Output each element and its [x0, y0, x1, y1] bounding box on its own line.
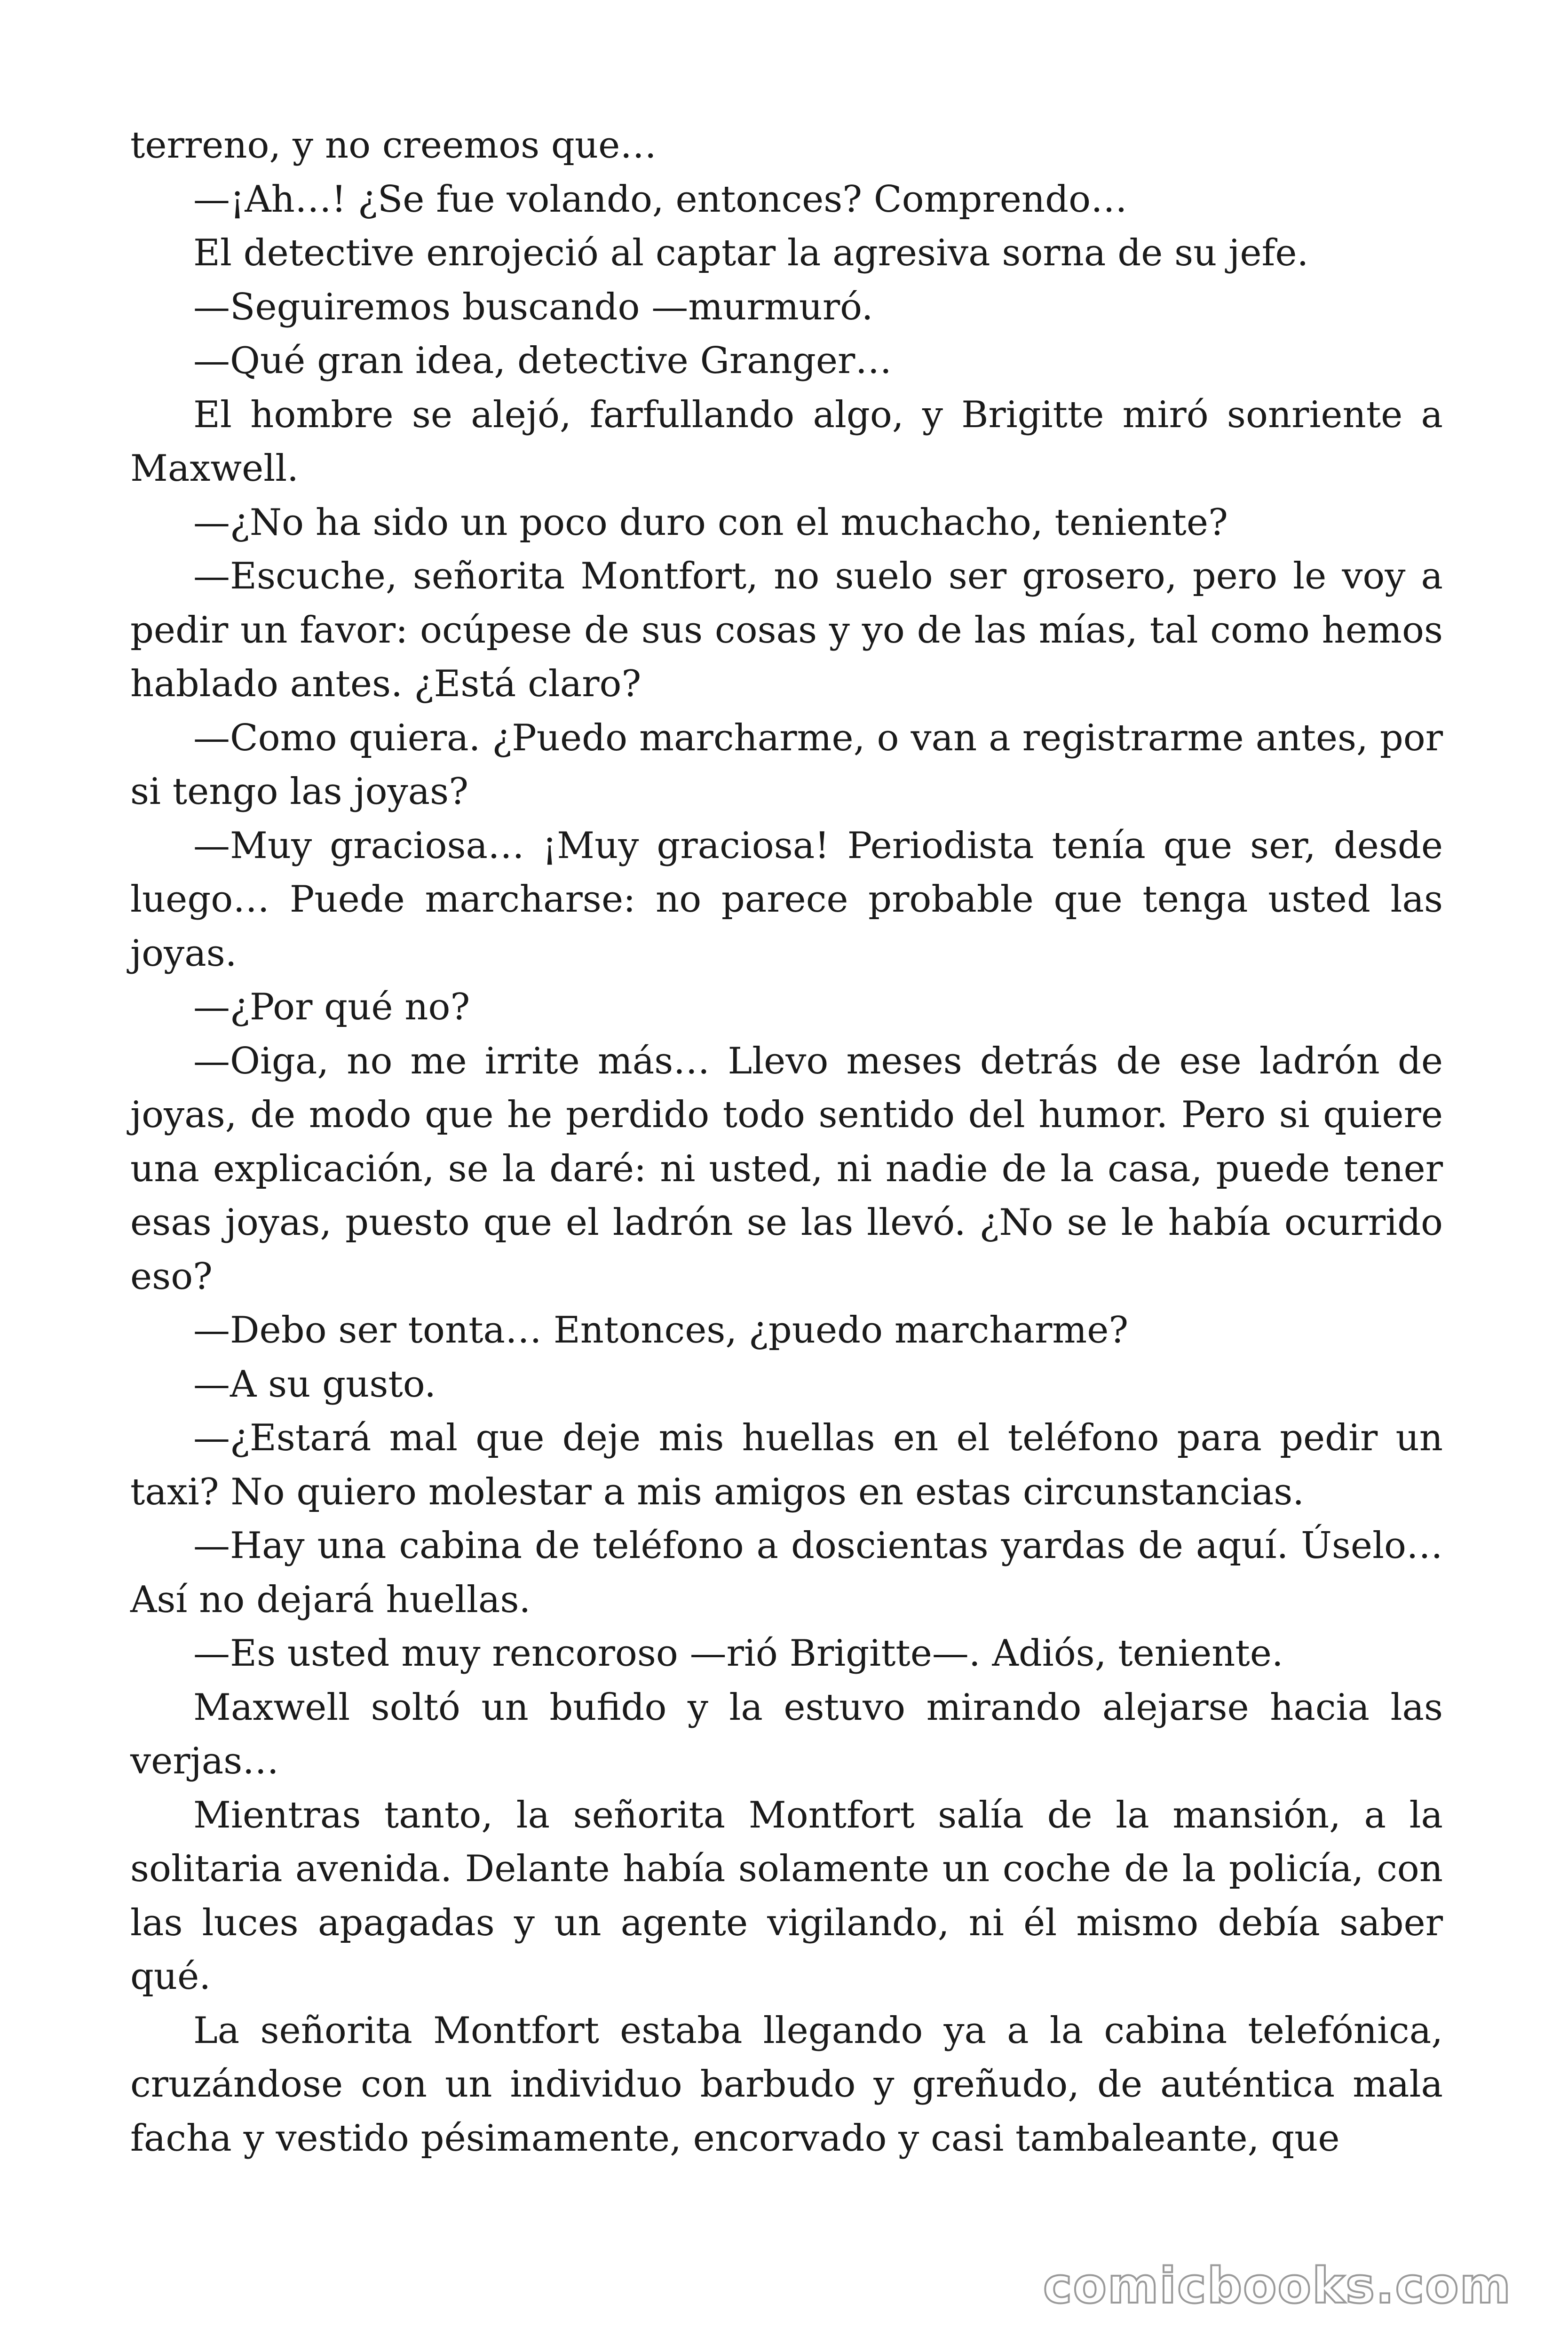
- paragraph: El hombre se alejó, farfullando algo, y Brigitte miró sonriente a Maxwell.: [130, 393, 1443, 490]
- paragraph: La señorita Montfort estaba llegando ya a la cabina telefónica, cruzándose con un individuo barbudo y greñudo, de auténtica mala facha y vestido pésimamente, encorvado y casi tambaleante, que: [130, 2009, 1443, 2160]
- paragraph: —¿No ha sido un poco duro con el muchacho, teniente?: [193, 501, 1228, 544]
- paragraph: —Seguiremos buscando —murmuró.: [193, 286, 873, 328]
- paragraph: —Es usted muy rencoroso —rió Brigitte—. Adiós, teniente.: [193, 1632, 1283, 1675]
- paragraph: —¿Por qué no?: [193, 986, 470, 1028]
- paragraph: —Hay una cabina de teléfono a doscientas yardas de aquí. Úselo… Así no dejará huellas.: [130, 1525, 1443, 1621]
- paragraph: —Qué gran idea, detective Granger…: [193, 340, 892, 382]
- paragraph: —Oiga, no me irrite más… Llevo meses detrás de ese ladrón de joyas, de modo que he perdido todo sentido del humor. Pero si quiere una explicación, se la daré: ni usted, ni nadie de la casa, puede tener esas joyas, puesto que el ladrón se las llevó. ¿No se le había ocurrido eso?: [130, 1040, 1443, 1298]
- paragraph: Mientras tanto, la señorita Montfort salía de la mansión, a la solitaria avenida. Delante había solamente un coche de la policía, con las luces apagadas y un agente vigilando, ni él mismo debía saber qué.: [130, 1794, 1443, 1998]
- paragraph: —Escuche, señorita Montfort, no suelo ser grosero, pero le voy a pedir un favor: ocúpese de sus cosas y yo de las mías, tal como hemos hablado antes. ¿Está claro?: [130, 555, 1443, 705]
- book-page-text: [130, 119, 1443, 2165]
- paragraph: —Debo ser tonta… Entonces, ¿puedo marcharme?: [193, 1309, 1129, 1351]
- watermark-logo: comicbooks.com: [1043, 2257, 1512, 2314]
- paragraph: —Muy graciosa… ¡Muy graciosa! Periodista tenía que ser, desde luego… Puede marcharse: no parece probable que tenga usted las joyas.: [130, 824, 1443, 975]
- paragraph: —¡Ah…! ¿Se fue volando, entonces? Comprendo…: [193, 178, 1128, 221]
- paragraph: —A su gusto.: [193, 1363, 436, 1406]
- paragraph: El detective enrojeció al captar la agresiva sorna de su jefe.: [193, 232, 1309, 274]
- paragraph: —Como quiera. ¿Puedo marcharme, o van a registrarme antes, por si tengo las joyas?: [130, 716, 1443, 813]
- paragraph: terreno, y no creemos que…: [130, 124, 657, 167]
- paragraph: —¿Estará mal que deje mis huellas en el teléfono para pedir un taxi? No quiero molestar a mis amigos en estas circunstancias.: [130, 1417, 1443, 1513]
- paragraph: Maxwell soltó un bufido y la estuvo mirando alejarse hacia las verjas…: [130, 1686, 1443, 1782]
